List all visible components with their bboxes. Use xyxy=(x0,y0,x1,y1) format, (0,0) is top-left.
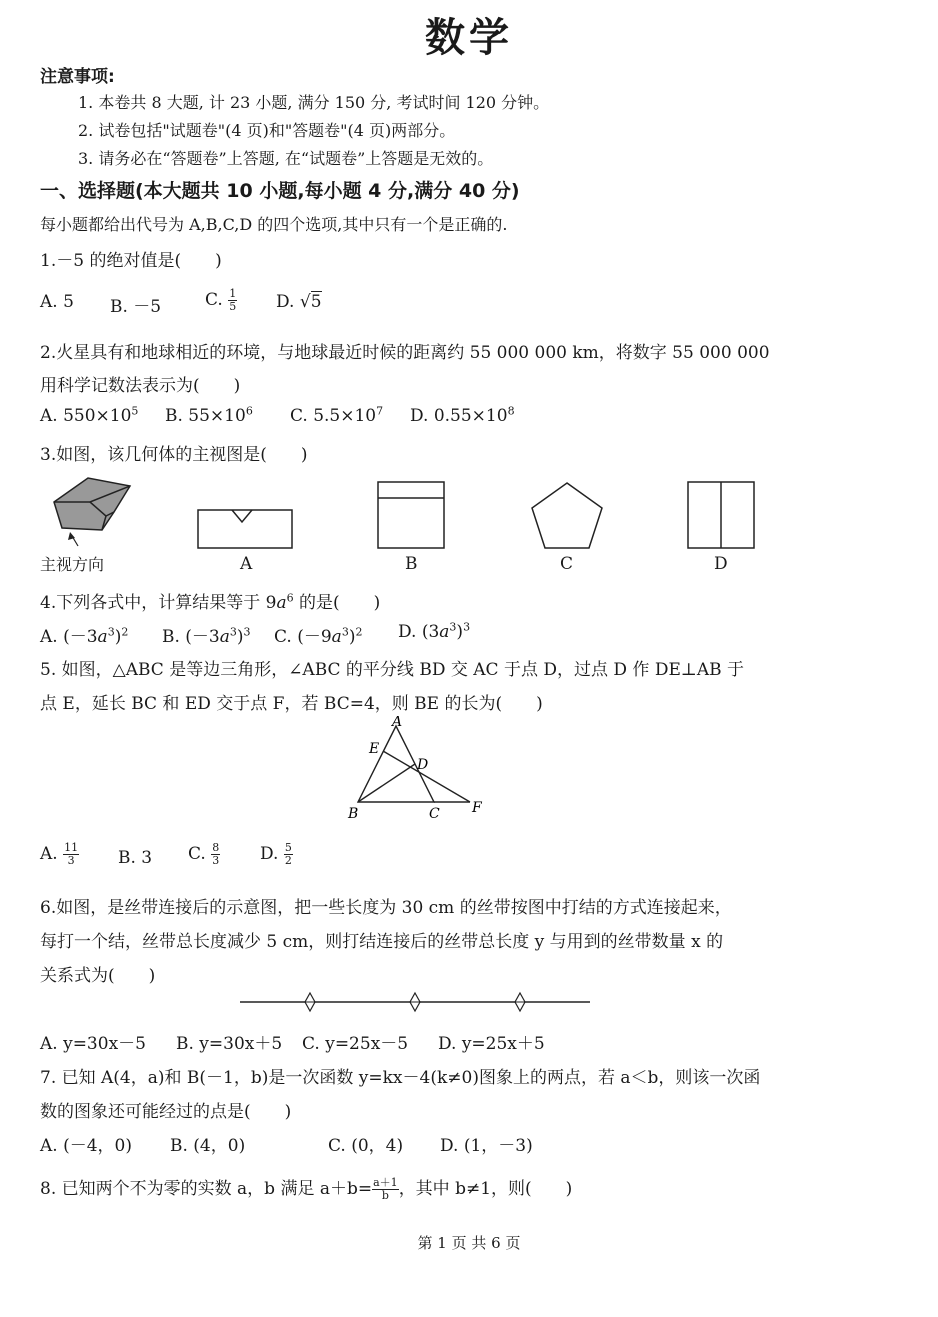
notice-item-3: 3. 请务必在“答题卷”上答题, 在“试题卷”上答题是无效的。 xyxy=(78,149,494,168)
q4-option-c: C. $(-9a^3)^2$ xyxy=(274,625,363,647)
q3-label-b: B xyxy=(405,554,418,574)
notice-heading: 注意事项: xyxy=(40,67,115,87)
q3-solid-figure xyxy=(48,472,138,552)
q3-option-d-figure xyxy=(686,480,758,552)
q2-option-a: A. $550\times 10^5$ xyxy=(40,404,139,426)
question-2-line-2: 用科学记数法表示为( ) xyxy=(40,376,241,396)
q2-option-b: B. $55\times 10^6$ xyxy=(165,404,253,426)
q7-option-c: C. (0，4) xyxy=(328,1136,404,1156)
q1-option-d: D. √5 xyxy=(276,292,322,312)
question-7-line-2: 数的图象还可能经过的点是( ) xyxy=(40,1102,292,1122)
question-4-stem: 4.下列各式中，计算结果等于 $9a^6$ 的是( ) xyxy=(40,591,381,613)
question-6-line-1: 6.如图，是丝带连接后的示意图，把一些长度为 30 cm 的丝带按图中打结的方式连接起来， xyxy=(40,898,732,918)
q6-option-a: A. y=30x－5 xyxy=(40,1034,146,1054)
question-2-line-1: 2.火星具有和地球相近的环境，与地球最近时候的距离约 55 000 000 km，将数字 55 000 000 xyxy=(40,343,770,363)
q5-option-b: B. 3 xyxy=(118,848,153,868)
q3-view-direction-label: 主视方向 xyxy=(40,555,105,574)
page-footer: 第 1 页 共 6 页 xyxy=(417,1234,521,1252)
q6-option-c: C. y=25x－5 xyxy=(302,1034,409,1054)
question-5-line-2: 点 E，延长 BC 和 ED 交于点 F，若 BC=4，则 BE 的长为( ) xyxy=(40,694,543,714)
q1-option-b: B. －5 xyxy=(110,297,162,317)
q4-option-a: A. $(-3a^3)^2$ xyxy=(40,625,129,647)
notice-item-1: 1. 本卷共 8 大题, 计 23 小题, 满分 150 分, 考试时间 120 分钟。 xyxy=(78,93,550,112)
q5-option-a: A. $\frac{11}{3}$ xyxy=(40,841,79,867)
q5-triangle-figure xyxy=(336,716,496,826)
q6-ribbon-figure xyxy=(238,990,594,1014)
q7-option-b: B. (4，0) xyxy=(170,1136,246,1156)
q7-option-a: A. (－4，0) xyxy=(40,1136,132,1156)
q4-option-d: D. $(3a^3)^3$ xyxy=(398,620,471,642)
q5-point-f: F xyxy=(472,800,482,816)
q1-option-a: A. 5 xyxy=(40,292,74,312)
page-title: 数学 xyxy=(425,15,513,61)
question-5-line-1: 5. 如图，△ABC 是等边三角形，∠ABC 的平分线 BD 交 AC 于点 D，过点 D 作 DE⊥AB 于 xyxy=(40,660,745,680)
q6-option-b: B. y=30x＋5 xyxy=(176,1034,283,1054)
q5-option-d: D. $\frac{5}{2}$ xyxy=(260,841,292,867)
q5-point-c: C xyxy=(429,806,440,822)
q5-option-c: C. $\frac{8}{3}$ xyxy=(188,841,220,867)
q7-option-d: D. (1，－3) xyxy=(440,1136,533,1156)
q3-label-c: C xyxy=(560,554,574,574)
q3-option-b-figure xyxy=(376,480,448,552)
question-6-line-3: 关系式为( ) xyxy=(40,966,156,986)
q6-option-d: D. y=25x＋5 xyxy=(438,1034,545,1054)
section-instruction: 每小题都给出代号为 A,B,C,D 的四个选项,其中只有一个是正确的. xyxy=(40,215,508,234)
q1-option-c: C. $\frac{1}{5}$ xyxy=(205,287,237,313)
question-6-line-2: 每打一个结，丝带总长度减少 5 cm，则打结连接后的丝带总长度 y 与用到的丝带数量 x 的 xyxy=(40,932,724,952)
q5-point-e: E xyxy=(369,741,380,757)
q5-point-b: B xyxy=(348,806,359,822)
question-8-stem: 8. 已知两个不为零的实数 a，b 满足 a＋b= $\frac{a+1}{b}$ ，其中 b≠1，则( ) xyxy=(40,1176,573,1202)
q3-label-d: D xyxy=(714,554,728,574)
question-1-stem: 1.－5 的绝对值是( ) xyxy=(40,251,222,271)
q5-point-d: D xyxy=(417,757,429,773)
q3-label-a: A xyxy=(240,554,253,574)
notice-item-2: 2. 试卷包括"试题卷"(4 页)和"答题卷"(4 页)两部分。 xyxy=(78,121,456,140)
q3-option-c-figure xyxy=(528,480,606,552)
q2-option-d: D. $0.55\times 10^8$ xyxy=(410,404,515,426)
question-7-line-1: 7. 已知 A(4，a)和 B(－1，b)是一次函数 y=kx－4(k≠0)图象上的两点，若 a＜b，则该一次函 xyxy=(40,1068,761,1088)
question-3-stem: 3.如图，该几何体的主视图是( ) xyxy=(40,445,308,465)
section-heading: 一、选择题(本大题共 10 小题,每小题 4 分,满分 40 分) xyxy=(40,180,520,202)
q4-option-b: B. $(-3a^3)^3$ xyxy=(162,625,251,647)
q5-point-a: A xyxy=(392,716,403,730)
q3-option-a-figure xyxy=(196,508,296,552)
q2-option-c: C. $5.5\times 10^7$ xyxy=(290,404,384,426)
